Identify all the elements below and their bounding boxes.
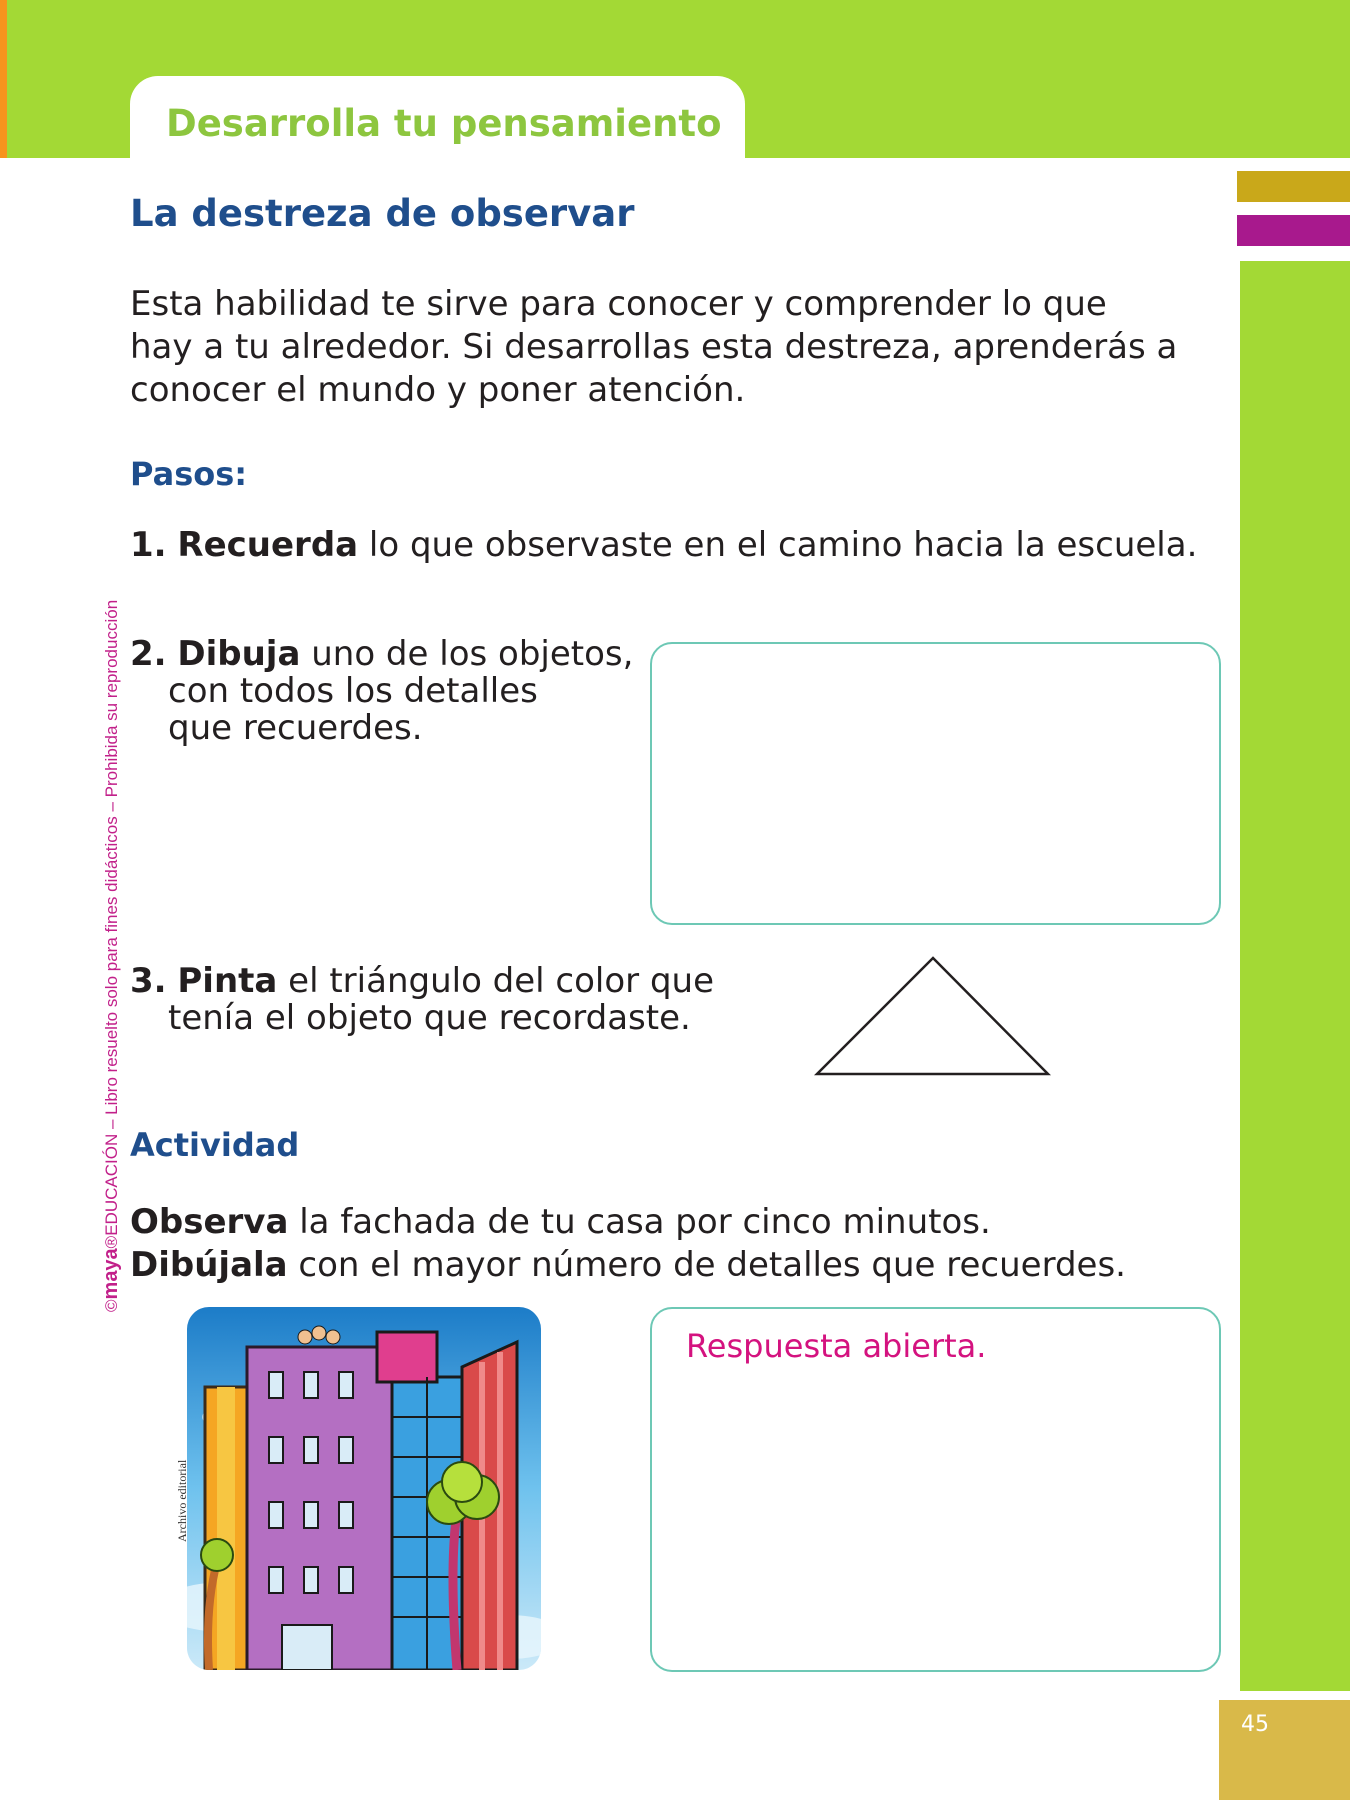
copyright-notice: [100, 600, 123, 1312]
intro-line: hay a tu alrededor. Si desarrollas esta destreza, aprenderás a: [130, 327, 1178, 367]
step-text: el triángulo del color que: [277, 961, 715, 1001]
answer-text: Respuesta abierta.: [686, 1327, 987, 1365]
activity-instructions: [130, 1201, 1126, 1287]
step-verb: Dibuja: [177, 634, 301, 674]
orange-edge: [0, 0, 7, 158]
step-number: 1.: [130, 525, 167, 565]
copyright-text: ®EDUCACIÓN – Libro resuelto solo para fines didácticos – Prohibida su reproducción: [102, 599, 121, 1249]
activity-text: la fachada de tu casa por cinco minutos.: [288, 1202, 991, 1242]
side-green-band: [1240, 261, 1350, 1691]
step-text: tenía el objeto que recordaste.: [168, 998, 691, 1038]
step-text: que recuerdes.: [168, 708, 423, 748]
intro-paragraph: [130, 283, 1177, 412]
page-title: La destreza de observar: [130, 192, 635, 235]
intro-line: conocer el mundo y poner atención.: [130, 370, 746, 410]
step-number: 2.: [130, 634, 167, 674]
gold-stripe: [1237, 171, 1350, 202]
building-illustration-svg: [187, 1307, 541, 1670]
magenta-stripe: [1237, 215, 1350, 246]
step-verb: Recuerda: [177, 525, 359, 565]
intro-line: Esta habilidad te sirve para conocer y comprender lo que: [130, 284, 1107, 324]
step-number: 3.: [130, 961, 167, 1001]
triangle-outline[interactable]: [812, 955, 1054, 1077]
image-credit: Archivo editorial: [175, 1459, 189, 1542]
activity-text: con el mayor número de detalles que recuerdes.: [287, 1245, 1126, 1285]
step-3: [130, 963, 714, 1037]
copyright-symbol: ©: [102, 1299, 121, 1312]
step-1: [130, 527, 1197, 564]
steps-heading: Pasos:: [130, 455, 248, 493]
step-text: lo que observaste en el camino hacia la escuela.: [358, 525, 1198, 565]
step-2: [130, 636, 633, 747]
step-text: uno de los objetos,: [300, 634, 634, 674]
section-title: Desarrolla tu pensamiento: [166, 102, 722, 145]
activity-heading: Actividad: [130, 1126, 300, 1164]
building-illustration: [187, 1307, 541, 1670]
drawing-box[interactable]: [650, 642, 1221, 925]
answer-box[interactable]: [650, 1307, 1221, 1672]
activity-verb: Observa: [130, 1202, 289, 1242]
page-number: 45: [1241, 1712, 1269, 1737]
step-verb: Pinta: [177, 961, 278, 1001]
brand-name: maya: [100, 1248, 122, 1300]
section-tab: [130, 76, 745, 166]
triangle-shape[interactable]: [817, 958, 1048, 1074]
step-text: con todos los detalles: [168, 671, 538, 711]
page-number-box: [1219, 1700, 1350, 1800]
activity-verb: Dibújala: [130, 1245, 288, 1285]
